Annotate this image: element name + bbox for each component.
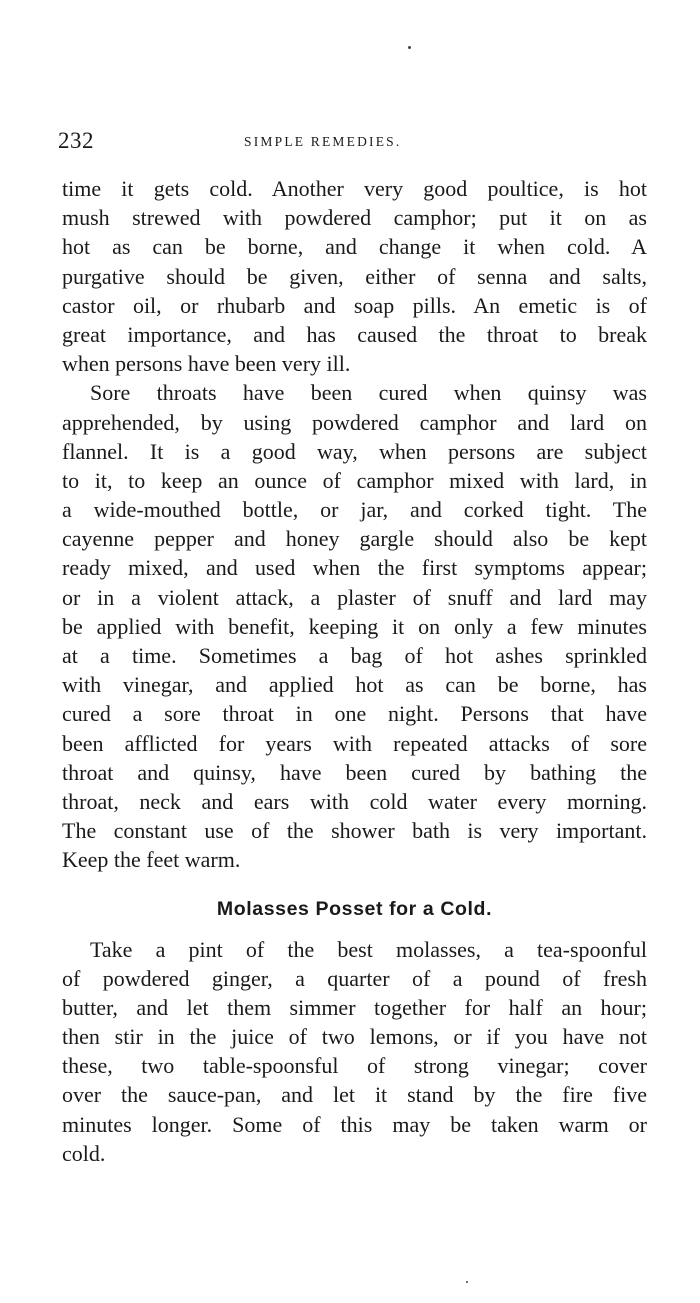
text-line: ready mixed, and used when the first symptoms appear; [62, 555, 647, 581]
text-line: when persons have been very ill. [62, 351, 351, 377]
text-line: great importance, and has caused the throat to break [62, 321, 647, 347]
text-line: flannel. It is a good way, when persons are subject [62, 438, 647, 464]
paragraph-continued [62, 174, 647, 378]
text-line: throat, neck and ears with cold water every morning. [62, 788, 647, 814]
page-body [62, 174, 647, 1168]
text-line: The constant use of the shower bath is very important. [62, 818, 647, 844]
print-speck [408, 46, 411, 49]
text-line: cayenne pepper and honey gargle should also be kept [62, 526, 647, 552]
text-line: apprehended, by using powdered camphor and lard on [62, 409, 647, 435]
running-head: SIMPLE REMEDIES. [244, 134, 402, 149]
print-speck [466, 1281, 468, 1283]
text-line: at a time. Sometimes a bag of hot ashes sprinkled [62, 643, 647, 668]
text-line: to it, to keep an ounce of camphor mixed with lard, in [62, 467, 647, 493]
text-line: over the sauce-pan, and let it stand by the fire five [62, 1082, 647, 1108]
text-line: been afflicted for years with repeated attacks of sore [62, 730, 647, 756]
section-heading: Molasses Posset for a Cold. [216, 897, 493, 920]
text-line: of powdered ginger, a quarter of a pound of fresh [62, 965, 647, 991]
text-line: cured a sore throat in one night. Persons that have [62, 701, 647, 727]
text-line: purgative should be given, either of senna and salts, [62, 263, 647, 289]
page-header [58, 126, 648, 160]
text-line: Take a pint of the best molasses, a tea-spoonful [90, 936, 647, 962]
text-line: Sore throats have been cured when quinsy was [90, 380, 647, 406]
text-line: cold. [62, 1140, 106, 1166]
paragraph-molasses-posset [62, 935, 647, 1169]
page-number: 232 [58, 128, 94, 153]
text-line: with vinegar, and applied hot as can be borne, has [62, 672, 647, 698]
text-line: these, two table-spoonsful of strong vinegar; cover [62, 1053, 647, 1079]
text-line: Keep the feet warm. [62, 847, 241, 873]
text-line: throat and quinsy, have been cured by bathing the [62, 759, 647, 785]
text-line: butter, and let them simmer together for half an hour; [62, 994, 647, 1020]
text-line: castor oil, or rhubarb and soap pills. An emetic is of [62, 292, 647, 318]
text-line: mush strewed with powdered camphor; put it on as [62, 205, 647, 231]
text-line: time it gets cold. Another very good poultice, is hot [62, 176, 647, 201]
text-line: hot as can be borne, and change it when cold. A [62, 234, 647, 260]
text-line: be applied with benefit, keeping it on only a few minutes [62, 613, 647, 639]
paragraph-sore-throats [62, 378, 647, 874]
text-line: then stir in the juice of two lemons, or if you have not [62, 1024, 647, 1050]
text-line: a wide-mouthed bottle, or jar, and corked tight. The [62, 497, 647, 523]
text-line: or in a violent attack, a plaster of snuff and lard may [62, 584, 647, 610]
text-line: minutes longer. Some of this may be taken warm or [62, 1111, 647, 1137]
